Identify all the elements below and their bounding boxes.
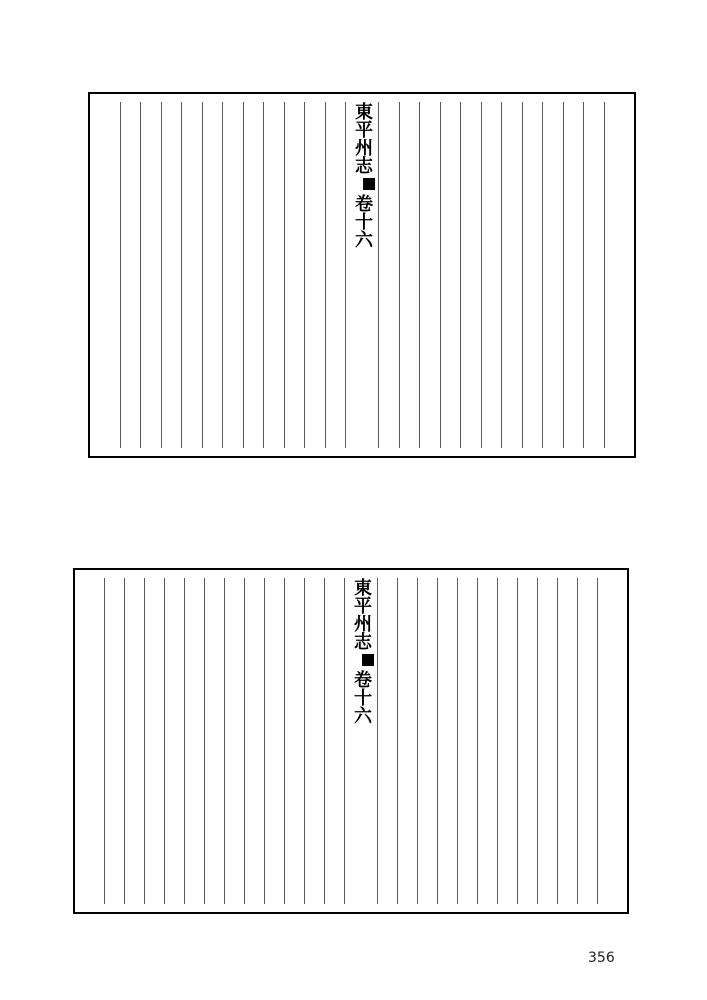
top-col-13 [326,102,347,448]
bottom-col-20 [185,578,205,904]
top-col-9 [441,102,462,448]
bottom-col-5 [518,578,538,904]
top-col-6 [502,102,523,448]
bottom-col-15 [285,578,305,904]
bottom-col-2 [578,578,598,904]
bottom-col-13 [325,578,345,904]
bottom-col-24 [105,578,125,904]
top-col-3 [564,102,585,448]
bottom-block-header [345,578,378,904]
bottom-header-title: 東平州志 [351,578,372,650]
bottom-text-block [73,568,629,914]
bottom-col-21 [165,578,185,904]
bottom-col-1 [598,578,617,904]
bottom-col-19 [205,578,225,904]
top-col-14 [305,102,326,448]
top-col-17 [244,102,265,448]
top-col-1 [605,102,625,448]
top-col-19 [203,102,224,448]
bottom-columns [85,578,617,904]
top-columns [100,102,624,448]
bottom-col-11 [398,578,418,904]
top-col-23 [121,102,142,448]
top-col-10 [420,102,441,448]
top-header-title: 東平州志 [352,102,373,174]
bottom-col-3 [558,578,578,904]
bottom-col-9 [438,578,458,904]
bottom-col-6 [498,578,518,904]
bottom-header-mark [362,654,374,666]
top-block-header [346,102,379,448]
bottom-col-4 [538,578,558,904]
page-number: 356 [588,950,615,966]
top-text-block [88,92,636,458]
bottom-col-7 [478,578,498,904]
top-col-7 [482,102,503,448]
top-col-16 [264,102,285,448]
top-col-20 [182,102,203,448]
bottom-col-18 [225,578,245,904]
top-col-22 [141,102,162,448]
bottom-col-22 [145,578,165,904]
bottom-header-volume: 卷十六 [351,670,372,724]
top-col-12 [379,102,400,448]
bottom-col-17 [245,578,265,904]
bottom-col-12 [378,578,398,904]
top-col-2 [584,102,605,448]
bottom-col-16 [265,578,285,904]
top-header-volume: 卷十六 [352,194,373,248]
bottom-col-14 [305,578,325,904]
top-col-24 [100,102,121,448]
bottom-col-8 [458,578,478,904]
top-header-mark [363,178,375,190]
bottom-col-25 [85,578,105,904]
top-col-4 [543,102,564,448]
top-col-15 [285,102,306,448]
top-col-8 [461,102,482,448]
bottom-col-10 [418,578,438,904]
bottom-col-23 [125,578,145,904]
top-col-11 [400,102,421,448]
top-col-5 [523,102,544,448]
top-col-18 [223,102,244,448]
top-col-21 [162,102,183,448]
